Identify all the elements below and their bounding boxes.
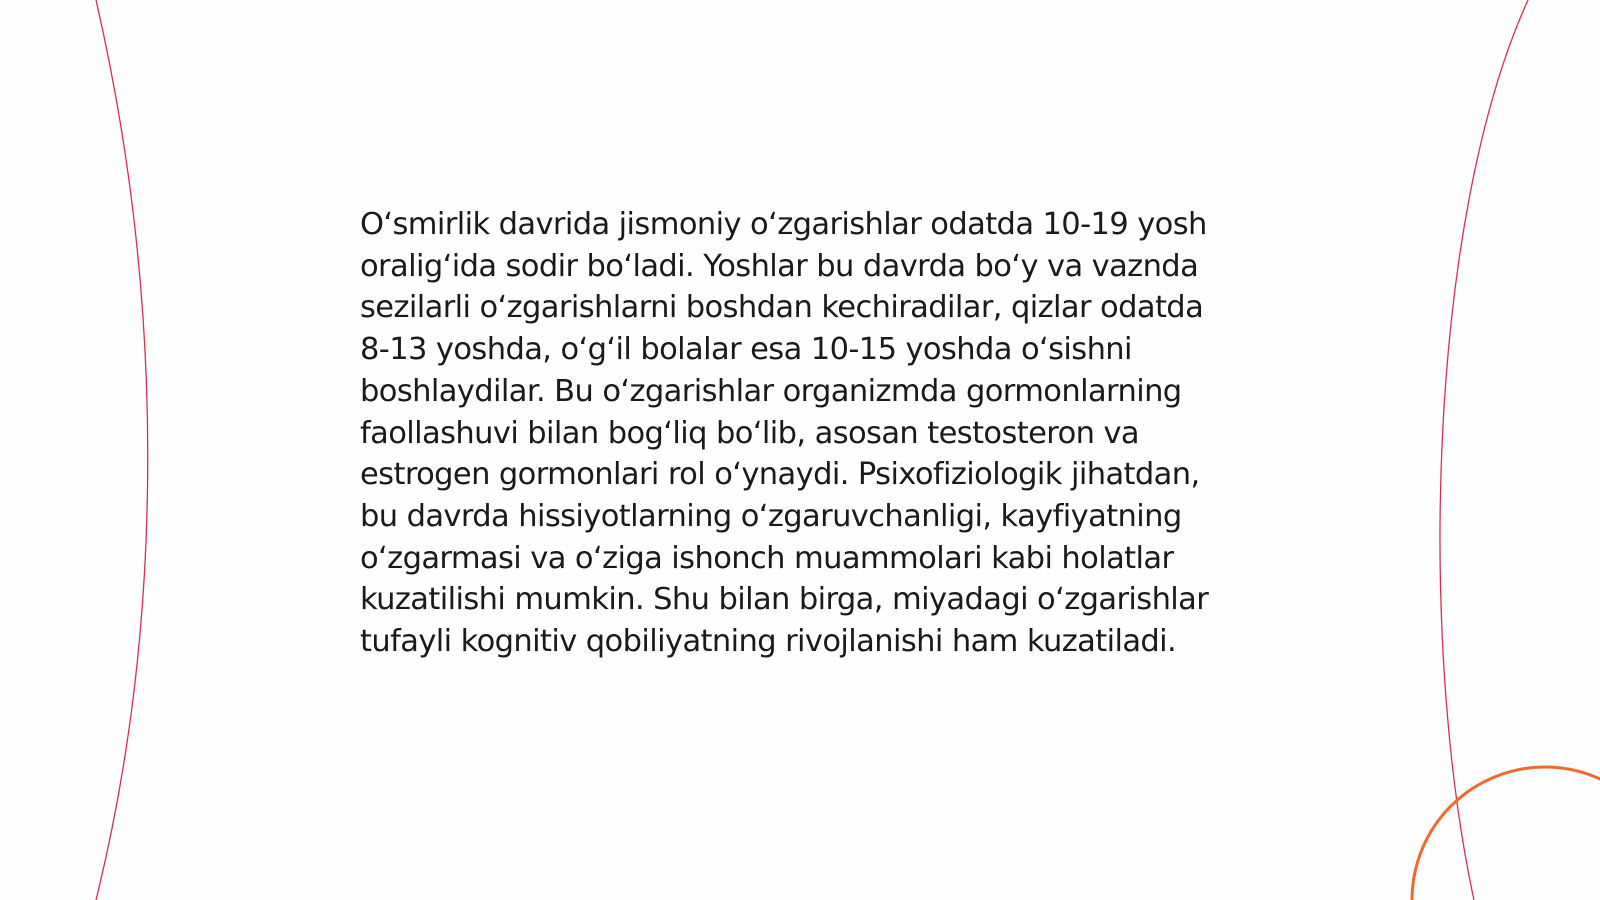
orange-arc xyxy=(1412,767,1600,900)
slide-body-text: O‘smirlik davrida jismoniy o‘zgarishlar odatda 10-19 yosh oralig‘ida sodir bo‘ladi. Yoshlar bu davrda bo‘y va vaznda sezilarli o‘zgarishlarni boshdan kechiradilar, qizlar odatda 8-13 yoshda, o‘g‘il bolalar esa 10-15 yoshda o‘sishni boshlaydilar. Bu o‘zgarishlar organizmda gormonlarning faollashuvi bilan bog‘liq bo‘lib, asosan testosteron va estrogen gormonlari rol o‘ynaydi. Psixofiziologik jihatdan, bu davrda hissiyotlarning o‘zgaruvchanligi, kayfiyatning o‘zgarmasi va o‘ziga ishonch muammolari kabi holatlar kuzatilishi mumkin. Shu bilan birga, miyadagi o‘zgarishlar tufayli kognitiv qobiliyatning rivojlanishi ham kuzatiladi. xyxy=(360,207,1209,660)
left-curve-line xyxy=(96,0,148,900)
right-curve-line xyxy=(1440,0,1528,900)
